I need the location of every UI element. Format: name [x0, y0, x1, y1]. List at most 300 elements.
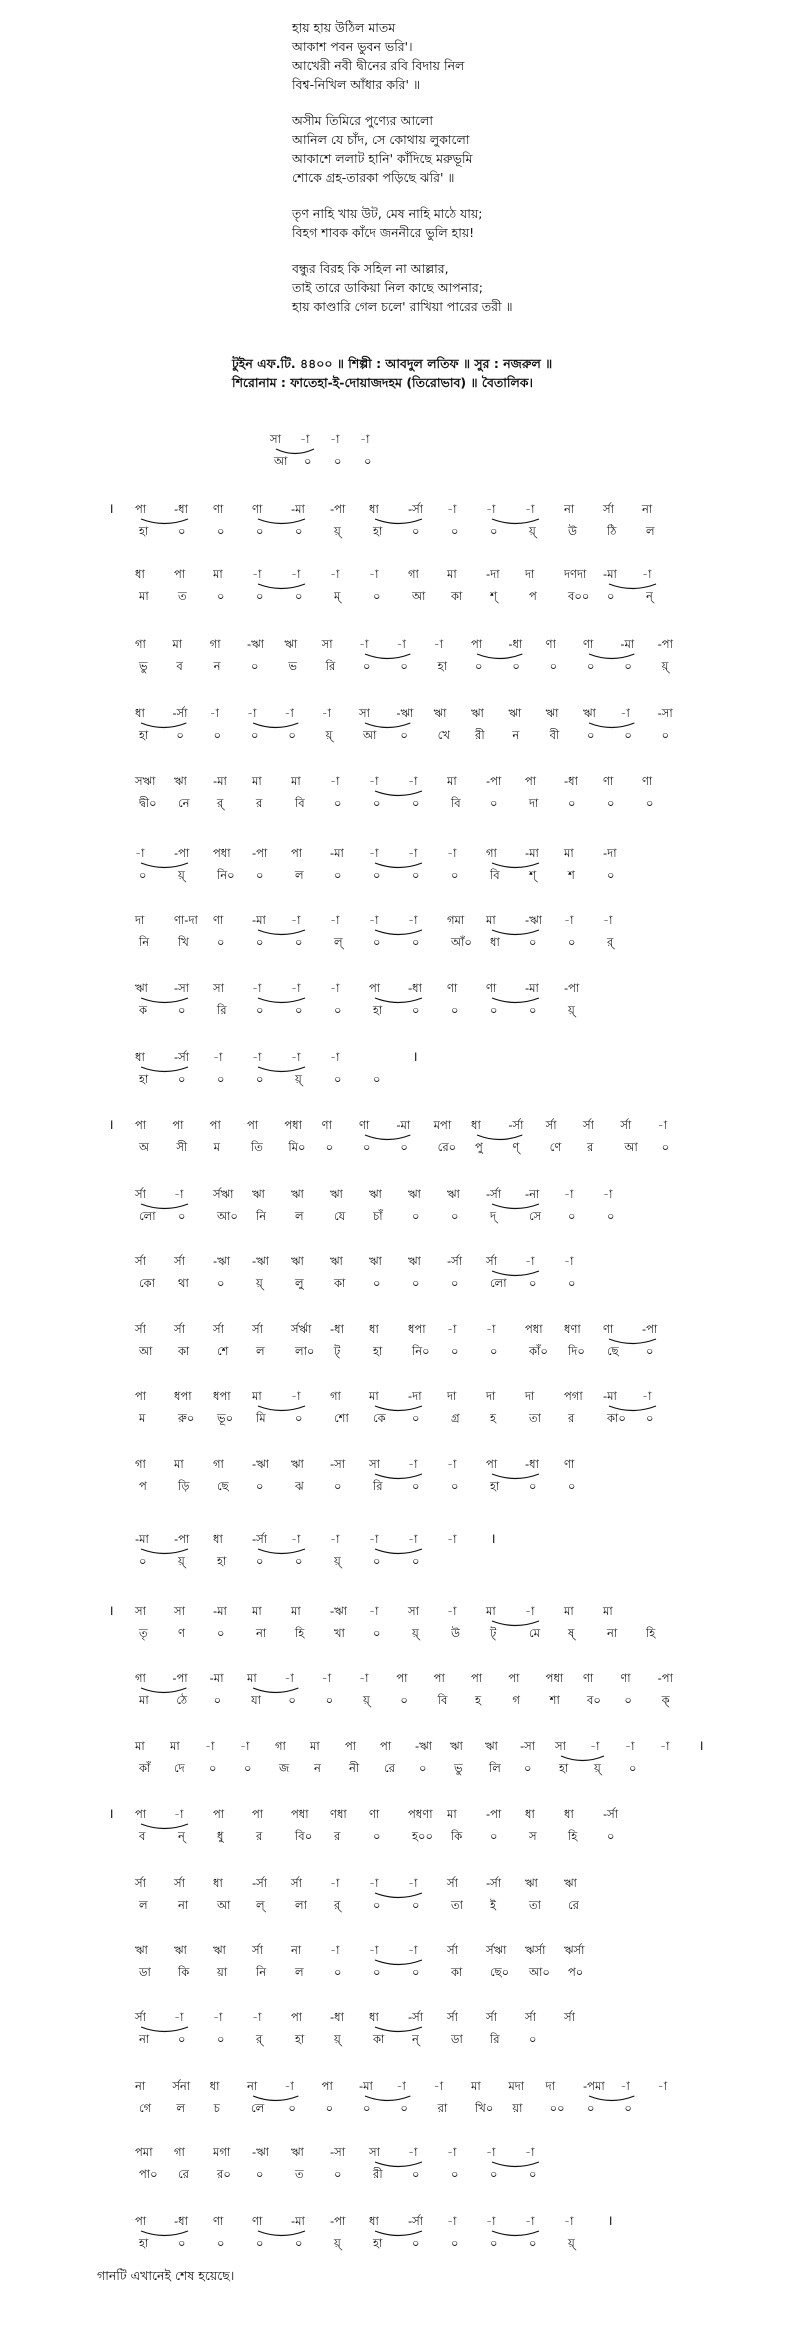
swara-note: পা [209, 1118, 221, 1132]
swara-note: ণা [564, 1457, 575, 1471]
lyric-syllable: যা [251, 1693, 261, 1707]
lyric-syllable: ০ [587, 728, 595, 742]
lyric-syllable: ০ [295, 1003, 303, 1017]
lyric-syllable: মা [139, 589, 149, 603]
lyric-syllable: রে০ [437, 1140, 457, 1154]
lyric-syllable: ০ [412, 868, 420, 882]
lyric-syllable: ব [176, 659, 183, 673]
swara-note: -মা [620, 637, 635, 651]
lyric-syllable: গ [512, 1693, 520, 1707]
swara-note: -া [291, 567, 301, 581]
lyric-syllable: ০ [412, 2167, 420, 2181]
lyric-syllable: ০ [529, 2167, 537, 2181]
swara-note: র্সঋা [486, 1943, 507, 1957]
swara-note: -মা [525, 846, 539, 860]
swara-note: -া [330, 774, 340, 788]
lyric-syllable: ০ [529, 1003, 537, 1017]
swara-note: -া [603, 913, 613, 927]
swara-note: র্সা [545, 1118, 557, 1132]
lyric-syllable: কি [178, 1965, 190, 1979]
bar-start-mark: I [110, 502, 114, 516]
swara-note: -পা [174, 1532, 190, 1546]
swara-note: -া [369, 567, 379, 581]
lyric-syllable: য়্ [256, 1276, 263, 1290]
swara-note: র্সা [564, 2010, 575, 2024]
lyric-syllable: কা [178, 1344, 190, 1358]
lyric-syllable: আ [274, 454, 288, 468]
lyric-syllable: ০ [475, 659, 483, 673]
swara-note: -া [525, 502, 535, 516]
swara-note: র্সা [620, 1118, 632, 1132]
swara-note: র্সা [252, 1943, 263, 1957]
lyric-syllable: ০ [412, 1276, 420, 1290]
swara-note: -া [564, 1254, 574, 1268]
lyric-syllable: ০ [217, 935, 225, 949]
lyric-syllable: য়্ [412, 1626, 419, 1640]
swara-note: -া [247, 706, 257, 720]
swara-note: -ধা [525, 1457, 539, 1471]
lyric-syllable: ধা [490, 935, 500, 949]
lyric-syllable: ০ [256, 2236, 264, 2250]
lyric-syllable: হা [559, 1761, 569, 1775]
poem-line: বিশ্ব-নিখিল আঁধার করি' ॥ [292, 77, 421, 92]
swara-note: পা [291, 2010, 303, 2024]
swara-note: মপা [433, 1118, 452, 1132]
lyric-syllable: আ [412, 589, 426, 603]
lyric-syllable: ০ [568, 796, 576, 810]
swara-note: দা [486, 1389, 496, 1403]
swara-note: -া [284, 2079, 294, 2093]
lyric-syllable: ল [295, 868, 304, 882]
lyric-syllable: য়্ [334, 1554, 341, 1568]
swara-note: মা [447, 1807, 457, 1821]
lyric-syllable: র [587, 1140, 594, 1154]
swara-note: -সা [330, 2145, 346, 2159]
swara-note: ধা [525, 1807, 535, 1821]
swara-note: -া [564, 1187, 574, 1201]
lyric-syllable: ণ [178, 1626, 185, 1640]
lyric-syllable: ০০ [549, 2101, 565, 2115]
swara-note: র্সা [174, 1254, 185, 1268]
swara-note: ঋা [135, 981, 148, 995]
swara-note: র্সা [135, 2010, 146, 2024]
swara-note: -মা [213, 1604, 227, 1618]
lyric-syllable: ম [213, 1140, 221, 1154]
lyric-syllable: র [334, 1829, 341, 1843]
lyric-syllable: ম [139, 1411, 146, 1425]
swara-note: ঋা [564, 1876, 577, 1890]
lyric-syllable: ০ [490, 796, 498, 810]
lyric-syllable: দা [529, 796, 539, 810]
swara-note: ধা [135, 1050, 145, 1064]
swara-note: পা [135, 502, 147, 516]
lyric-syllable: খি০ [475, 2101, 494, 2115]
lyric-syllable: ছে০ [490, 1965, 510, 1979]
swara-note: পা [135, 2214, 147, 2228]
lyric-syllable: ০ [363, 2101, 371, 2115]
lyric-syllable: ০ [139, 868, 147, 882]
lyric-syllable: পু [475, 1140, 483, 1154]
lyric-syllable: খি [178, 935, 189, 949]
swara-note: দা [545, 2079, 556, 2093]
swara-note: -পা [252, 846, 268, 860]
swara-note: -া [486, 502, 496, 516]
lyric-syllable: ০ [251, 728, 259, 742]
poem-line: আকাশে ললাট হানি' কাঁদিছে মরুভূমি [292, 151, 473, 166]
poem-line: আকাশ পবন ভুবন ভরি'। [292, 39, 413, 54]
lyric-syllable: র [568, 1411, 575, 1425]
swara-note: দা [525, 1389, 535, 1403]
swara-note: দণদা [564, 567, 587, 581]
swara-note: মা [252, 1604, 262, 1618]
lyric-syllable: ০ [529, 2236, 537, 2250]
swara-note: সা [174, 1604, 185, 1618]
poem-line: অসীম তিমিরে পুণ্যের আলো [292, 113, 434, 128]
swara-note: ণা [213, 2214, 224, 2228]
swara-note: -া [369, 913, 379, 927]
swara-note: ণা [213, 502, 224, 516]
swara-note: -া [213, 1050, 223, 1064]
swara-note: -া [657, 1118, 668, 1132]
swara-note: -া [330, 1050, 340, 1064]
lyric-syllable: ০ [490, 2167, 498, 2181]
swara-note: -া [252, 2010, 262, 2024]
lyric-syllable: ০ [373, 935, 381, 949]
swara-note: ধণা [564, 1322, 581, 1336]
swara-note: পা [252, 1807, 264, 1821]
swara-note: -পা [330, 2214, 346, 2228]
swara-note: -া [447, 2214, 457, 2228]
swara-note: পা [174, 567, 186, 581]
swara-note: ঋা [284, 637, 298, 651]
lyric-syllable: ০ [244, 1761, 252, 1775]
lyric-syllable: ০ [661, 728, 670, 742]
swara-note: -মা [603, 567, 617, 581]
lyric-syllable: য়্ [334, 2236, 341, 2250]
lyric-syllable: আঁ০ [451, 935, 472, 949]
lyric-syllable: ০ [412, 1554, 420, 1568]
lyric-syllable: নি [256, 1209, 267, 1223]
lyric-syllable: উ [568, 524, 577, 538]
lyric-syllable: হা [139, 1072, 149, 1086]
lyric-syllable: ডা [451, 2032, 463, 2046]
swara-note: ণা [321, 1118, 332, 1132]
swara-note: সা [555, 1739, 566, 1753]
lyric-syllable: ০ [363, 659, 371, 673]
lyric-syllable: ০ [412, 935, 420, 949]
lyric-syllable: ভু [454, 1761, 463, 1775]
lyric-syllable: রা [437, 2101, 448, 2115]
swara-note: -া [330, 1943, 340, 1957]
swara-note: -পা [642, 1322, 658, 1336]
lyric-syllable: ০ [646, 1411, 654, 1425]
swara-note: -া [291, 913, 301, 927]
swara-note: -া [330, 1876, 340, 1890]
lyric-syllable: ল [256, 1344, 265, 1358]
swara-note: -া [433, 637, 444, 651]
swara-note: ঋা [450, 1739, 463, 1753]
swara-note: -া [174, 1187, 184, 1201]
lyric-syllable: ০ [451, 524, 459, 538]
swara-note: পা [369, 981, 381, 995]
swara-note: ধা [369, 2010, 379, 2024]
poem-line: হায় হায় উঠিল মাতম [292, 20, 396, 35]
swara-note: পা [345, 1739, 357, 1753]
lyric-syllable: না [607, 1626, 618, 1640]
swara-note: -ধা [408, 981, 422, 995]
lyric-syllable: ০ [217, 524, 225, 538]
swara-note: ণধা [330, 1807, 347, 1821]
lyric-syllable: ০ [451, 1344, 459, 1358]
swara-note: ধা [135, 706, 145, 720]
swara-note: পা [525, 774, 537, 788]
swara-note: -া [408, 1943, 418, 1957]
swara-note: -পা [486, 774, 502, 788]
lyric-syllable: ০ [178, 1072, 186, 1086]
lyric-syllable: ০ [624, 659, 632, 673]
lyric-syllable: ডা [139, 1965, 151, 1979]
swara-note: -ঋা [396, 706, 414, 720]
lyric-syllable: য়্ [594, 1761, 601, 1775]
swara-note: -া [486, 2214, 496, 2228]
lyric-syllable: লা০ [295, 1344, 315, 1358]
swara-note: -া [369, 1604, 379, 1618]
swara-note: -র্সা [174, 1050, 190, 1064]
lyric-syllable: মি০ [288, 1140, 306, 1154]
swara-note: -সা [330, 1457, 346, 1471]
lyric-syllable: ভু [139, 659, 148, 673]
lyric-syllable: ব [139, 1829, 146, 1843]
poem-line: আনিল যে চাঁদ, সে কোথায় লুকালো [292, 132, 470, 147]
swara-note: র্সা [135, 1876, 146, 1890]
lyric-syllable: ০ [325, 1693, 334, 1707]
lyric-syllable: ০ [490, 1003, 498, 1017]
swara-note: -া [360, 432, 370, 446]
swara-note: -া [447, 1322, 457, 1336]
lyric-syllable: না [139, 2032, 150, 2046]
lyric-syllable: ০ [373, 868, 381, 882]
lyric-syllable: শো [334, 1411, 349, 1425]
swara-note: -সা [174, 981, 190, 995]
swara-note: ণা [252, 502, 263, 516]
swara-note: ঋর্সা [525, 1943, 546, 1957]
swara-note: মা [486, 913, 496, 927]
lyric-syllable: ০ [256, 1072, 264, 1086]
swara-note: -মা [291, 502, 305, 516]
swara-note: ণা [213, 913, 224, 927]
swara-note: সা [270, 432, 281, 446]
swara-note: ঋা [433, 706, 447, 720]
swara-note: -া [321, 706, 332, 720]
lyric-syllable: ০ [646, 796, 654, 810]
swara-note: -া [252, 567, 262, 581]
lyric-syllable: র্ [256, 2032, 263, 2046]
lyric-syllable: দ্ [490, 1209, 497, 1223]
lyric-syllable: ০ [568, 1209, 576, 1223]
swara-note: -র্সা [408, 2010, 424, 2024]
swara-note: -পা [564, 981, 580, 995]
swara-note: -সা [657, 706, 673, 720]
swara-note: -া [603, 1187, 613, 1201]
lyric-syllable: ০ [373, 1626, 381, 1640]
lyric-syllable: ০ [412, 1209, 420, 1223]
swara-note: সা [369, 2145, 380, 2159]
lyric-syllable: সী [176, 1140, 188, 1154]
swara-note: -পা [330, 502, 346, 516]
swara-note: -া [209, 706, 220, 720]
lyric-syllable: ০ [288, 2101, 296, 2115]
lyric-syllable: ০ [624, 1693, 632, 1707]
swara-note: -দা [408, 1389, 422, 1403]
swara-note: -া [447, 1604, 457, 1618]
lyric-syllable: ব০ [587, 1693, 601, 1707]
swara-note: -া [240, 1739, 250, 1753]
lyric-syllable: ল [646, 524, 655, 538]
lyric-syllable: ষ্ [568, 1626, 575, 1640]
lyric-syllable: ০ [512, 659, 520, 673]
lyric-syllable: গ্র [451, 1411, 460, 1425]
lyric-syllable: ল্ [334, 935, 343, 949]
swara-note: গা [135, 637, 146, 651]
lyric-syllable: ০ [490, 2236, 498, 2250]
swara-note: র্সা [486, 2010, 497, 2024]
bar-end-mark: I [700, 1739, 704, 1753]
swara-note: -া [330, 913, 340, 927]
lyric-syllable: শা [549, 1693, 560, 1707]
lyric-syllable: মে [529, 1626, 541, 1640]
lyric-syllable: ল [176, 2101, 185, 2115]
lyric-syllable: ০ [607, 868, 615, 882]
lyric-syllable: ০ [529, 935, 537, 949]
swara-note: ঋা [213, 1943, 226, 1957]
swara-note: -া [433, 2079, 444, 2093]
lyric-syllable: ০ [400, 1140, 408, 1154]
swara-note: ণা [369, 1807, 380, 1821]
poem-line: তৃণ নাহি খায় উট, মেষ নাহি মাঠে যায়; [292, 206, 483, 221]
lyric-syllable: লো [139, 1209, 156, 1223]
lyric-syllable: রি [373, 1479, 383, 1493]
lyric-syllable: ত [295, 2167, 304, 2181]
swara-note: -মা [291, 2214, 305, 2228]
swara-note: মদা [508, 2079, 525, 2093]
swara-note: ঋা [369, 1187, 382, 1201]
swara-note: -ধা [330, 2010, 344, 2024]
swara-note: দা [135, 913, 145, 927]
swara-note: গা [213, 1457, 224, 1471]
lyric-syllable: ০ [209, 1761, 217, 1775]
lyric-syllable: নী [349, 1761, 360, 1775]
swara-note: -ঋা [252, 2145, 269, 2159]
swara-note: -া [396, 637, 406, 651]
swara-note: পধা [284, 1118, 302, 1132]
swara-note: -া [660, 1739, 670, 1753]
lyric-syllable: ০ [568, 1276, 576, 1290]
swara-note: -া [564, 2214, 574, 2228]
lyric-syllable: রে [178, 2167, 189, 2181]
lyric-syllable: র্ [607, 935, 614, 949]
lyric-syllable: ০ [451, 1003, 459, 1017]
swara-note: র্সনা [172, 2079, 191, 2093]
lyric-syllable: ০ [529, 1479, 537, 1493]
lyric-syllable: য়া [217, 1965, 228, 1979]
swara-note: -া [369, 1532, 379, 1546]
lyric-syllable: র [256, 1829, 263, 1843]
swara-note: র্সঋা [213, 1187, 234, 1201]
swara-note: ঋা [291, 2145, 304, 2159]
lyric-syllable: কা [373, 2032, 385, 2046]
swara-note: মা [447, 774, 457, 788]
lyric-syllable: ০ [451, 2167, 459, 2181]
lyric-syllable: য়্ [295, 1072, 302, 1086]
swara-note: -সা [520, 1739, 536, 1753]
swara-note: মা [447, 567, 457, 581]
lyric-syllable: ট্ [490, 1626, 497, 1640]
lyric-syllable: হা [139, 2236, 149, 2250]
lyric-syllable: ০ [373, 796, 381, 810]
poem-line: বন্ধুর বিরহ কি সহিল না আল্লার, [292, 261, 449, 276]
swara-note: -পা [657, 637, 673, 651]
swara-note: -া [330, 1532, 340, 1546]
swara-note: পধা [545, 1671, 564, 1685]
end-note: গানটি এখানেই শেষ হয়েছে। [97, 2268, 235, 2283]
swara-note: র্সা [583, 1118, 594, 1132]
lyric-syllable: তা [529, 1898, 541, 1912]
lyric-syllable: ০ [607, 1829, 615, 1843]
swara-note: মা [564, 1604, 574, 1618]
lyric-syllable: ০ [325, 1140, 334, 1154]
lyric-syllable: ০ [256, 1479, 264, 1493]
lyric-syllable: বি০ [295, 1829, 313, 1843]
swara-note: ণা [545, 637, 556, 651]
lyric-syllable: পা০ [139, 2167, 158, 2181]
bar-end-mark: I [609, 2214, 613, 2228]
lyric-syllable: ০ [334, 1072, 342, 1086]
swara-note: -মা [209, 1671, 224, 1685]
lyric-syllable: ণে [549, 1140, 562, 1154]
lyric-syllable: ০ [568, 935, 576, 949]
lyric-syllable: ০ [256, 2167, 264, 2181]
swara-note: পা [486, 1457, 498, 1471]
lyric-syllable: ০ [295, 1411, 303, 1425]
swara-note: মগা [213, 2145, 231, 2159]
swara-note: ঋা [485, 1739, 498, 1753]
swara-note: -া [330, 981, 340, 995]
swara-note: ধা [369, 2214, 379, 2228]
lyric-syllable: লা [295, 1898, 307, 1912]
lyric-syllable: থা [178, 1276, 189, 1290]
lyric-syllable: হা [217, 1554, 227, 1568]
lyric-syllable: ধু [217, 1829, 224, 1843]
lyric-syllable: রু০ [178, 1411, 195, 1425]
lyric-syllable: ০ [178, 1209, 186, 1223]
lyric-syllable: ০ [373, 589, 381, 603]
lyric-syllable: ০ [624, 728, 632, 742]
swara-note: ঋা [545, 706, 559, 720]
lyric-syllable: ম্ [334, 589, 341, 603]
lyric-syllable: ০ [451, 1276, 459, 1290]
swara-note: র্সা [447, 1943, 458, 1957]
swara-note: ধপা [174, 1389, 192, 1403]
swara-note: ঋা [291, 1254, 304, 1268]
swara-note: পা [471, 637, 483, 651]
swara-note: -া [369, 774, 379, 788]
lyric-syllable: ত [178, 589, 187, 603]
lyric-syllable: লে [251, 2101, 265, 2115]
bar-end-mark: I [414, 1050, 418, 1064]
poem-line: বিহগ শাবক কাঁদে জননীরে ভুলি হায়! [292, 225, 475, 240]
lyric-syllable: ০ [334, 454, 342, 468]
lyric-syllable: ০ [568, 1479, 576, 1493]
